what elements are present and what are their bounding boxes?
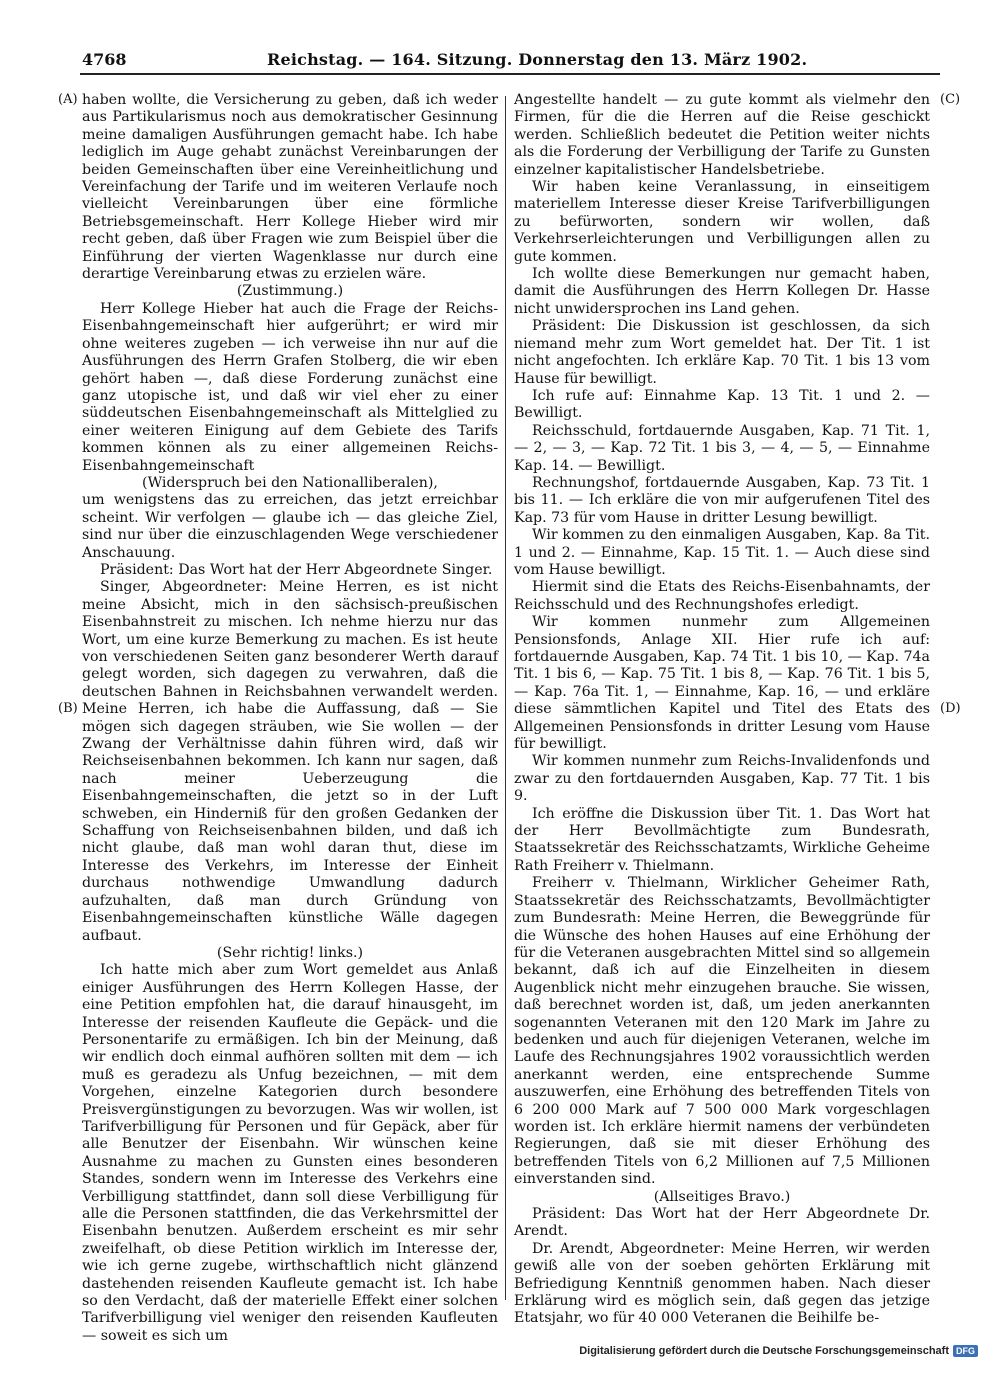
paragraph: haben wollte, die Versicherung zu geben, daß ich weder aus Partikularismus noch aus demokratischer Gesinnung meine damaligen Ausführungen gemacht habe. Ich habe lediglich im Auge gehabt zunächst Vereinbarungen der beiden Gemeinschaften über eine Vereinheitlichung und Vereinfachung der Tarife und im weiteren Verlaufe noch vielleicht Vereinbarungen über eine förmliche Betriebsgemeinschaft. Herr Kollege Hieber wird mir recht geben, daß über Fragen wie zum Beispiel über die Einführung der vierten Wagenklasse nur durch eine derartige Vereinbarung etwas zu erzielen wäre. <box>82 92 498 283</box>
paragraph: Herr Kollege Hieber hat auch die Frage der Reichs-Eisenbahngemeinschaft hier aufgerührt; er wird mir ohne weiteres zugeben — ich verweise ihn nur auf die Ausführungen des Herrn Grafen Stolberg, die wir eben gehört haben —, daß diese Forderung zunächst eine ganz utopische ist, und daß wir viel eher zu einer süddeutschen Eisenbahngemeinschaft als Mittelglied zu einer weiteren Einigung auf dem Gebiete des Tarifs kommen können als zu einer allgemeinen Reichs-Eisenbahngemeinschaft <box>82 300 498 474</box>
speaker-paragraph: Singer, Abgeordneter: Meine Herren, es ist nicht meine Absicht, mich in den sächsisch-preußischen Eisenbahnstreit zu mischen. Ich nehme hierzu nur das Wort, um eine kurze Bemerkung zu machen. Es ist heute von verschiedenen Seiten ganz besonderer Werth darauf gelegt worden, sich dagegen zu verwahren, daß die deutschen Bahnen in Reichsbahnen verwandelt werden. Meine Herren, ich habe die Auffassung, daß — Sie mögen sich dagegen sträuben, wie Sie wollen — der Zwang der Verhältnisse dahin führen wird, daß wir Reichseisenbahnen bekommen. Ich kann nur sagen, daß nach meiner Ueberzeugung die Eisenbahngemeinschaften, die jetzt so in der Luft schweben, ein Hinderniß für den großen Gedanken der Schaffung von Reichseisenbahnen bilden, und daß ich nicht glaube, daß man wohl daran thut, diese im Interesse des Verkehrs, im Interesse der Einheit durchaus nothwendige Umwandlung dadurch aufzuhalten, daß man durch Gründung von Eisenbahngemeinschaften künstliche Wälle dagegen aufbaut. <box>82 579 498 944</box>
dfg-logo: DFG <box>953 1345 978 1357</box>
margin-mark-b: (B) <box>58 701 78 716</box>
speaker-paragraph: Präsident: Das Wort hat der Herr Abgeordnete Singer. <box>100 561 493 578</box>
header-rule <box>80 73 940 75</box>
margin-mark-c: (C) <box>940 92 961 107</box>
paragraph: Angestellte handelt — zu gute kommt als vielmehr den Firmen, für die die Herren auf die Reise geschickt werden. Schließlich bedeutet die Petition weiter nichts als die Forderung der Verbilligung der Tarife zu Gunsten einzelner kapitalistischer Handelsbetriebe. <box>514 92 930 178</box>
right-column <box>514 92 930 1328</box>
speaker-paragraph: Präsident: Das Wort hat der Herr Abgeordnete Dr. Arendt. <box>514 1206 930 1240</box>
paragraph: Wir haben keine Veranlassung, in einseitigem materiellem Interesse dieser Kreise Tarifverbilligungen zu befürworten, sondern wir wollen, daß Verkehrserleichterungen und Verbilligungen allen zu gute kommen. <box>514 179 930 265</box>
paragraph: Ich wollte diese Bemerkungen nur gemacht haben, damit die Ausführungen des Herrn Kollegen Dr. Hasse nicht unwidersprochen ins Land gehen. <box>514 266 930 317</box>
margin-mark-a: (A) <box>58 92 78 107</box>
page-number: 4768 <box>82 50 127 69</box>
left-column <box>82 92 498 1345</box>
page-header <box>82 50 936 72</box>
speaker-paragraph: Freiherr v. Thielmann, Wirklicher Geheimer Rath, Staatssekretär des Reichsschatzamts, Bevollmächtigter zum Bundesrath: Meine Herren, die Beweggründe für die Wünsche des hohen Hauses auf eine Erhöhung der für die Veteranen ausgebrachten Mittel sind so allgemein bekannt, daß ich auf die Einzelheiten in diesem Augenblick nicht mehr einzugehen brauche. Sie wissen, daß berechnet worden ist, daß, um jeden anerkannten sogenannten Veteranen mit den 120 Mark im Jahre zu bedenken und auch für diejenigen Veteranen, welche im Laufe des Rechnungsjahres 1902 voraussichtlich werden anerkannt werden, eine entsprechende Summe auszuwerfen, eine Erhöhung des betreffenden Titels von 6 200 000 Mark auf 7 500 000 Mark vorgeschlagen worden ist. Ich erkläre hiermit namens der verbündeten Regierungen, daß sie mit dieser Erhöhung des betreffenden Titels von 6,2 Millionen auf 7,5 Millionen einverstanden sind. <box>514 875 930 1188</box>
paragraph: Ich rufe auf: Einnahme Kap. 13 Tit. 1 und 2. — Bewilligt. <box>514 387 930 422</box>
column-divider <box>505 96 506 1300</box>
budget-item: Rechnungshof, fortdauernde Ausgaben, Kap. 73 Tit. 1 bis 11. — Ich erkläre die von mir aufgerufenen Titel des Kap. 73 für vom Hause in dritter Lesung bewilligt. <box>514 474 930 526</box>
interjection: (Allseitiges Bravo.) <box>653 1188 791 1205</box>
paragraph: Wir kommen zu den einmaligen Ausgaben, Kap. 8a Tit. 1 und 2. — Einnahme, Kap. 15 Tit. 1. — Auch diese sind vom Hause bewilligt. <box>514 527 930 578</box>
budget-item: Reichsschuld, fortdauernde Ausgaben, Kap. 71 Tit. 1, — 2, — 3, — Kap. 72 Tit. 1 bis 3, — 4, — 5, — Einnahme Kap. 14. — Bewilligt. <box>514 422 930 474</box>
speaker-paragraph: Dr. Arendt, Abgeordneter: Meine Herren, wir werden gewiß alle von der soeben gehörten Erklärung mit Befriedigung Kenntniß genommen haben. Nach dieser Erklärung wird es möglich sein, daß gegen das jetzige Etatsjahr, wo für 40 000 Veteranen die Beihilfe be- <box>514 1240 930 1327</box>
paragraph: um wenigstens das zu erreichen, das jetzt erreichbar scheint. Wir verfolgen — glaube ich — das gleiche Ziel, sind nur über die einzuschlagenden Wege verschiedener Anschauung. <box>82 492 498 561</box>
paragraph: Hiermit sind die Etats des Reichs-Eisenbahnamts, der Reichsschuld und des Rechnungshofes erledigt. <box>514 579 930 613</box>
interjection: (Widerspruch bei den Nationalliberalen), <box>142 474 438 491</box>
paragraph: Wir kommen nunmehr zum Allgemeinen Pensionsfonds, Anlage XII. Hier rufe ich auf: fortdauernde Ausgaben, Kap. 74 Tit. 1 bis 10, — Kap. 74a Tit. 1 bis 6, — Kap. 75 Tit. 1 bis 8, — Kap. 76 Tit. 1 bis 5, — Kap. 76a Tit. 1, — Einnahme, Kap. 16, — und erkläre diese sämmtlichen Kapitel und Titel des Etats des Allgemeinen Pensionsfonds in dritter Lesung vom Hause für bewilligt. <box>514 614 930 753</box>
footer-text: Digitalisierung gefördert durch die Deutsche Forschungsgemeinschaft <box>579 1345 949 1357</box>
paragraph: Ich hatte mich aber zum Wort gemeldet aus Anlaß einiger Ausführungen des Herrn Kollegen Hasse, der eine Petition empfohlen hat, die darauf hinausgeht, im Interesse der reisenden Kaufleute die Gepäck- und die Personentarife zu ermäßigen. Ich bin der Meinung, daß wir endlich doch einmal aufhören sollten mit dem — ich muß es geradezu als Unfug bezeichnen, — mit dem Vorgehen, einzelne Kategorien durch besondere Preisvergünstigungen zu bevorzugen. Was wir wollen, ist Tarifverbilligung für Personen und für Gepäck, aber für alle Benutzer der Eisenbahn. Wir wünschen keine Ausnahme zu machen zu Gunsten eines besonderen Standes, sondern wenn im Interesse des Verkehrs eine Verbilligung stattfindet, dann soll diese Verbilligung für alle die Personen stattfinden, die das Verkehrsmittel der Eisenbahn benutzen. Außerdem erscheint es mir sehr zweifelhaft, ob diese Petition wirklich im Interesse der, wie ich gerne zugebe, wirthschaftlich nicht glänzend dastehenden reisenden Kaufleute gemacht ist. Ich habe so den Verdacht, daß der materielle Effekt einer solchen Tarifverbilligung viel weniger den reisenden Kaufleuten — soweit es sich um <box>82 962 498 1344</box>
interjection: (Sehr richtig! links.) <box>216 944 364 961</box>
margin-mark-d: (D) <box>940 701 961 716</box>
paragraph: Wir kommen nunmehr zum Reichs-Invalidenfonds und zwar zu den fortdauernden Ausgaben, Kap. 77 Tit. 1 bis 9. <box>514 753 930 805</box>
paragraph: Ich eröffne die Diskussion über Tit. 1. Das Wort hat der Herr Bevollmächtigte zum Bundesrath, Staatssekretär des Reichsschatzamts, Wirkliche Geheime Rath Freiherr v. Thielmann. <box>514 805 930 874</box>
digitization-footer <box>579 1345 978 1357</box>
speaker-paragraph: Präsident: Die Diskussion ist geschlossen, da sich niemand mehr zum Wort gemeldet hat. Der Tit. 1 ist nicht angefochten. Ich erkläre Kap. 70 Tit. 1 bis 13 vom Hause für bewilligt. <box>514 318 930 387</box>
interjection: (Zustimmung.) <box>236 283 344 300</box>
running-head: Reichstag. — 164. Sitzung. Donnerstag den 13. März 1902. <box>267 50 808 69</box>
